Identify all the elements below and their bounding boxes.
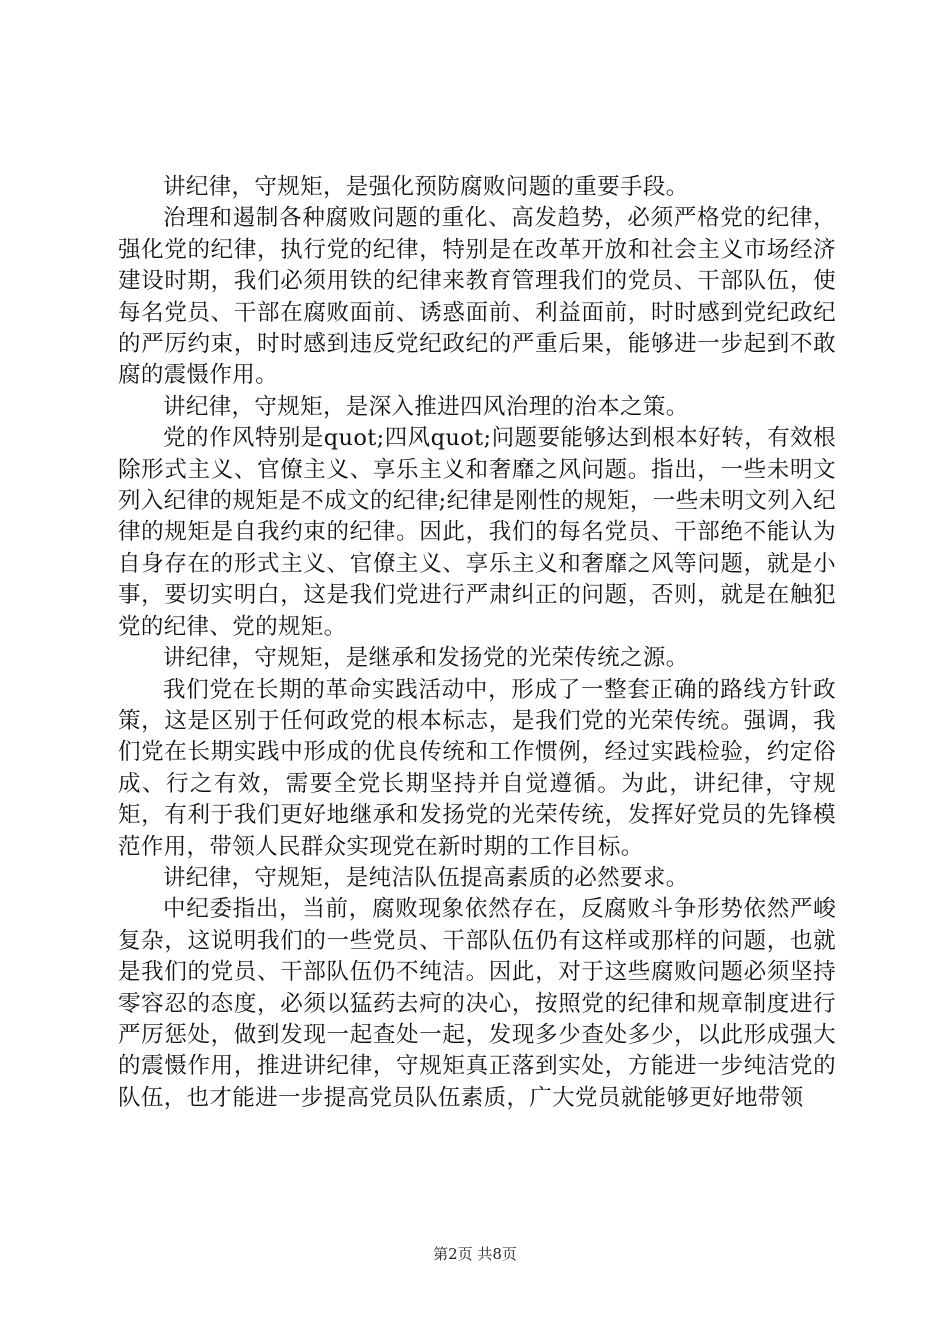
paragraph: 讲纪律，守规矩，是强化预防腐败问题的重要手段。: [163, 174, 689, 200]
paragraph: 讲纪律，守规矩，是深入推进四风治理的治本之策。: [163, 393, 689, 420]
paragraph: 党的作风特别是quot;四风quot;问题要能够达到根本好转，有效根除形式主义、官僚主义、享乐主义和奢靡之风问题。指出，一些未明文列入纪律的规矩是不成文的纪律;纪律是刚性的规矩，一些未明文列入纪律的规矩是自我约束的纪律。因此，我们的每名党员、干部绝不能认为自身存在的形式主义、官僚主义、享乐主义和奢靡之风等问题，就是小事，要切实明白，这是我们党进行严肃纠正的问题，否则，就是在触犯党的纪律、党的规矩。: [118, 425, 836, 640]
paragraph: 治理和遏制各种腐败问题的重化、高发趋势，必须严格党的纪律，强化党的纪律，执行党的纪律，特别是在改革开放和社会主义市场经济建设时期，我们必须用铁的纪律来教育管理我们的党员、干部队伍，使每名党员、干部在腐败面前、诱惑面前、利益面前，时时感到党纪政纪的严厉约束，时时感到违反党纪政纪的严重后果，能够进一步起到不敢腐的震慑作用。: [118, 205, 836, 389]
page-footer: 第2页 共8页: [433, 1245, 517, 1263]
paragraph: 中纪委指出，当前，腐败现象依然存在，反腐败斗争形势依然严峻复杂，这说明我们的一些党员、干部队伍仍有这样或那样的问题，也就是我们的党员、干部队伍仍不纯洁。因此，对于这些腐败问题必须坚持零容忍的态度，必须以猛药去疴的决心，按照党的纪律和规章制度进行严厉惩处，做到发现一起查处一起，发现多少查处多少，以此形成强大的震慑作用，推进讲纪律，守规矩真正落到实处，方能进一步纯洁党的队伍，也才能进一步提高党员队伍素质，广大党员就能够更好地带领: [118, 896, 836, 1111]
paragraph: 讲纪律，守规矩，是纯洁队伍提高素质的必然要求。: [163, 864, 689, 891]
paragraph: 讲纪律，守规矩，是继承和发扬党的光荣传统之源。: [163, 645, 689, 672]
paragraph: 我们党在长期的革命实践活动中，形成了一整套正确的路线方针政策，这是区别于任何政党的根本标志，是我们党的光荣传统。强调，我们党在长期实践中形成的优良传统和工作惯例，经过实践检验，约定俗成、行之有效，需要全党长期坚持并自觉遵循。为此，讲纪律，守规矩，有利于我们更好地继承和发扬党的光荣传统，发挥好党员的先锋模范作用，带领人民群众实现党在新时期的工作目标。: [118, 676, 836, 860]
document-body: [118, 172, 836, 1114]
